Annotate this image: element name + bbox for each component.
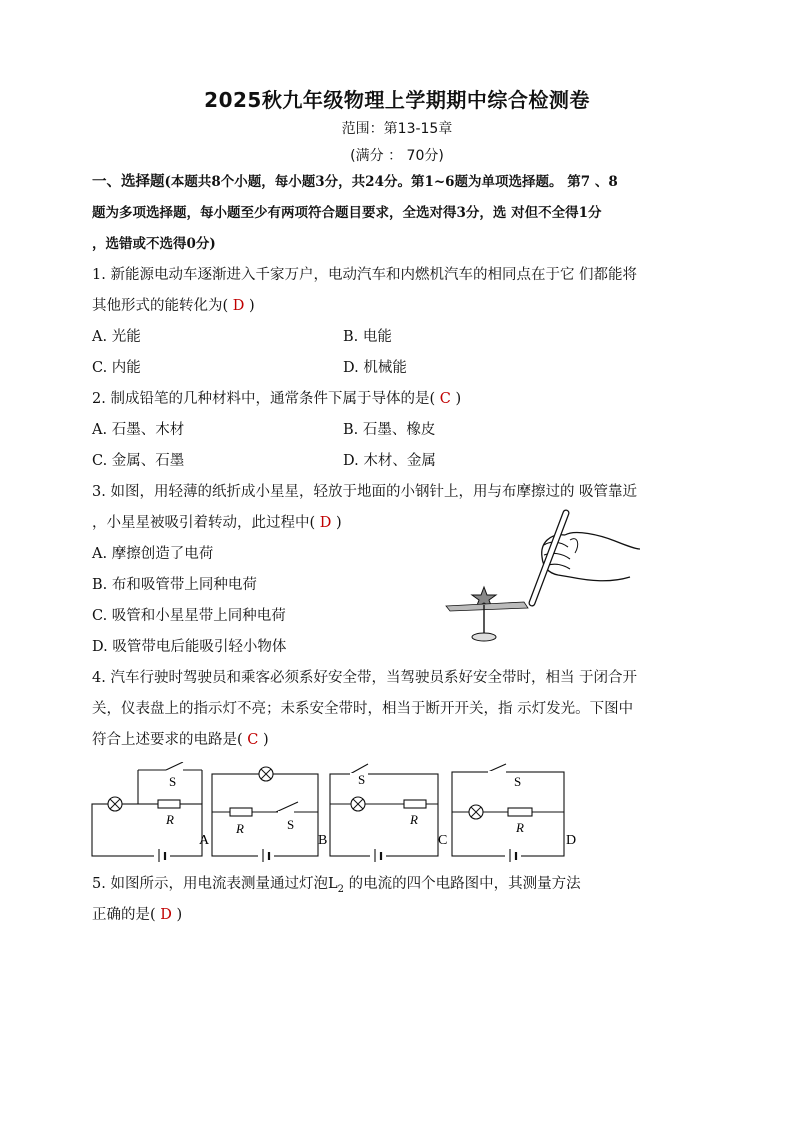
q1-stem: 其他形式的能转化为(	[92, 298, 229, 314]
circuit-b-switch-label: S	[287, 817, 295, 832]
q3-stem: ，小星星被吸引着转动，此过程中(	[92, 515, 316, 531]
q3-close: )	[336, 515, 342, 531]
circuit-d	[452, 764, 576, 862]
q1-line-1: 1. 新能源电动车逐渐进入千家万户，电动汽车和内燃机汽车的相同点在于它 们都能将	[92, 267, 638, 283]
q4-line-1: 4. 汽车行驶时驾驶员和乘客必须系好安全带，当驾驶员系好安全带时，相当 于闭合开	[92, 670, 638, 686]
q2-option-c: C. 金属、石墨	[92, 453, 185, 469]
exam-range: 范围：第13-15章	[341, 121, 453, 137]
circuit-a	[92, 762, 210, 862]
q1-close: )	[249, 298, 255, 314]
q2-option-b: B. 石墨、橡皮	[343, 422, 436, 438]
circuit-c	[330, 764, 447, 862]
q5-stem-2: 正确的是(	[92, 907, 156, 923]
circuit-c-label: C	[438, 833, 448, 848]
q3-option-c: C. 吸管和小星星带上同种电荷	[92, 608, 286, 624]
circuit-c-switch-label: S	[358, 772, 366, 787]
circuit-b	[212, 767, 327, 862]
q4-line-2: 关，仪表盘上的指示灯不亮；未系安全带时，相当于断开开关，指 示灯发光。下图中	[92, 701, 634, 717]
q3-line-2	[92, 511, 342, 532]
q2-line-1	[92, 387, 461, 408]
page-title: 2025秋九年级物理上学期期中综合检测卷	[204, 88, 590, 112]
q1-line-2	[92, 294, 255, 315]
circuit-a-resistor-label: R	[166, 812, 174, 827]
q2-stem: 2. 制成铅笔的几种材料中，通常条件下属于导体的是(	[92, 391, 436, 407]
q5-stem: 5. 如图所示，用电流表测量通过灯泡	[92, 876, 328, 892]
section-intro-text-1: (本题共8个小题，每小题3分，共24分。第1~6题为单项选择题。 第7 、8	[164, 174, 618, 190]
circuit-diagrams	[88, 762, 588, 862]
circuit-d-label: D	[566, 833, 577, 848]
q5-stem-suffix: 的电流的四个电路图中，其测量方法	[343, 876, 581, 892]
q5-line-2	[92, 903, 182, 924]
section-intro-line-2: 题为多项选择题，每小题至少有两项符合题目要求，全选对得3分，选 对但不全得1分	[92, 205, 602, 221]
q5-lamp-symbol: L	[327, 876, 338, 892]
circuit-b-resistor-label: R	[236, 821, 244, 836]
circuit-b-label: B	[318, 833, 328, 848]
circuit-d-switch-label: S	[514, 774, 522, 789]
q1-option-b: B. 电能	[343, 329, 392, 345]
q4-close: )	[262, 732, 269, 748]
q5-line-1	[92, 872, 581, 895]
q5-answer: D	[155, 907, 177, 923]
straw-star-illustration	[440, 505, 645, 650]
q4-answer: C	[242, 732, 263, 748]
q1-answer: D	[228, 298, 249, 314]
q3-option-b: B. 布和吸管带上同种电荷	[92, 577, 257, 593]
q2-close: )	[455, 391, 462, 407]
section-heading: 一、选择题	[92, 173, 165, 190]
q2-answer: C	[435, 391, 456, 407]
q1-option-c: C. 内能	[92, 360, 141, 376]
exam-score: (满分 ： 70分)	[350, 148, 444, 164]
q5-lamp-subscript: 2	[337, 883, 344, 895]
circuit-d-resistor-label: R	[516, 820, 524, 835]
q2-option-a: A. 石墨、木材	[92, 422, 185, 438]
q3-line-1: 3. 如图，用轻薄的纸折成小星星，轻放于地面的小钢针上，用与布摩擦过的 吸管靠近	[92, 484, 638, 500]
circuit-c-resistor-label: R	[410, 812, 418, 827]
q4-stem: 符合上述要求的电路是(	[92, 732, 243, 748]
section-intro-line-3: ，选错或不选得0分)	[92, 236, 216, 252]
q1-option-d: D. 机械能	[343, 360, 407, 376]
q5-close: )	[176, 907, 183, 923]
section-intro-line-1	[92, 170, 618, 191]
q1-option-a: A. 光能	[92, 329, 141, 345]
q3-option-a: A. 摩擦创造了电荷	[92, 546, 214, 562]
q3-option-d: D. 吸管带电后能吸引轻小物体	[92, 639, 287, 655]
q2-option-d: D. 木材、金属	[343, 453, 436, 469]
q3-answer: D	[315, 515, 336, 531]
circuit-a-switch-label: S	[169, 774, 177, 789]
q4-line-3	[92, 728, 269, 749]
circuit-a-label: A	[199, 833, 210, 848]
